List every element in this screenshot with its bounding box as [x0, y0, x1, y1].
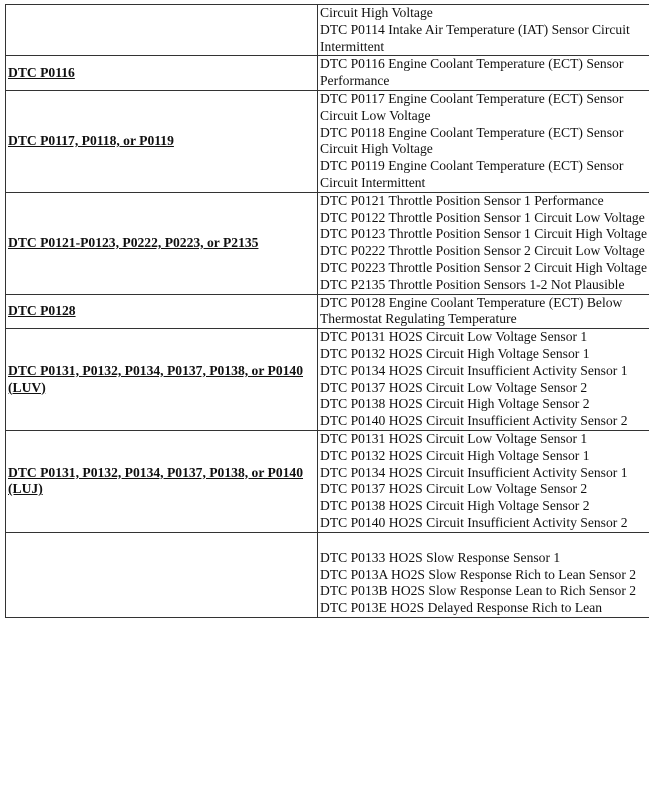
dtc-code-cell: [6, 5, 318, 56]
dtc-description-cell: [318, 56, 649, 91]
table-row: [6, 192, 649, 294]
dtc-description-cell: [318, 532, 649, 617]
dtc-description-cell: [318, 192, 649, 294]
dtc-description-cell: [318, 294, 649, 329]
dtc-description-line: DTC P0121 Throttle Position Sensor 1 Performance: [320, 192, 604, 208]
dtc-description-line: DTC P0140 HO2S Circuit Insufficient Activity Sensor 2: [320, 514, 628, 530]
dtc-description-line: DTC P013B HO2S Slow Response Lean to Rich Sensor 2: [320, 583, 637, 599]
dtc-description-line: DTC P0137 HO2S Circuit Low Voltage Sensor 2: [320, 379, 588, 395]
dtc-code-cell: DTC P0116: [6, 56, 318, 91]
dtc-description-line: DTC P0140 HO2S Circuit Insufficient Activity Sensor 2: [320, 413, 628, 429]
dtc-description-line: DTC P0118 Engine Coolant Temperature (ECT) Sensor Circuit High Voltage: [320, 124, 624, 157]
dtc-description-line: DTC P0138 HO2S Circuit High Voltage Sensor 2: [320, 396, 590, 412]
dtc-description-line: DTC P0132 HO2S Circuit High Voltage Sensor 1: [320, 447, 590, 463]
dtc-description-line: DTC P0131 HO2S Circuit Low Voltage Sensor 1: [320, 430, 588, 446]
dtc-description-line: DTC P0119 Engine Coolant Temperature (ECT) Sensor Circuit Intermittent: [320, 158, 624, 190]
dtc-description-line: DTC P2135 Throttle Position Sensors 1-2 Not Plausible: [320, 276, 625, 292]
dtc-description-line: DTC P0131 HO2S Circuit Low Voltage Sensor 1: [320, 329, 588, 345]
dtc-description-line: DTC P013E HO2S Delayed Response Rich to Lean: [320, 600, 603, 616]
dtc-description-line: DTC P0137 HO2S Circuit Low Voltage Sensor 2: [320, 481, 588, 497]
dtc-code-cell: DTC P0131, P0132, P0134, P0137, P0138, or P0140 (LUV): [6, 329, 318, 431]
dtc-table: [5, 4, 649, 618]
table-row: [6, 532, 649, 617]
table-row: [6, 294, 649, 329]
dtc-description-line: DTC P0116 Engine Coolant Temperature (ECT) Sensor Performance: [320, 56, 624, 89]
dtc-code-cell: DTC P0117, P0118, or P0119: [6, 90, 318, 192]
dtc-description-line: DTC P0117 Engine Coolant Temperature (ECT) Sensor Circuit Low Voltage: [320, 90, 624, 123]
dtc-code-cell: [6, 532, 318, 617]
dtc-code-cell: DTC P0121-P0123, P0222, P0223, or P2135: [6, 192, 318, 294]
dtc-description-line: DTC P0222 Throttle Position Sensor 2 Circuit Low Voltage: [320, 243, 645, 259]
dtc-description-line: DTC P0123 Throttle Position Sensor 1 Circuit High Voltage: [320, 226, 648, 242]
dtc-description-line: DTC P0134 HO2S Circuit Insufficient Activity Sensor 1: [320, 362, 628, 378]
dtc-description-line: DTC P0114 Intake Air Temperature (IAT) Sensor Circuit Intermittent: [320, 21, 630, 54]
dtc-description-line: DTC P0223 Throttle Position Sensor 2 Circuit High Voltage: [320, 259, 648, 275]
dtc-code-cell: DTC P0128: [6, 294, 318, 329]
table-row: [6, 329, 649, 431]
dtc-description-cell: [318, 329, 649, 431]
table-row: [6, 56, 649, 91]
dtc-description-line: DTC P0128 Engine Coolant Temperature (ECT) Below Thermostat Regulating Temperature: [320, 294, 623, 327]
dtc-description-line: DTC P013A HO2S Slow Response Rich to Lean Sensor 2: [320, 566, 637, 582]
dtc-description-line: DTC P0133 HO2S Slow Response Sensor 1: [320, 549, 561, 565]
dtc-code-cell: DTC P0131, P0132, P0134, P0137, P0138, or P0140 (LUJ): [6, 430, 318, 532]
table-row: [6, 5, 649, 56]
dtc-description-line: DTC P0134 HO2S Circuit Insufficient Activity Sensor 1: [320, 464, 628, 480]
dtc-description-cell: [318, 90, 649, 192]
dtc-description-cell: [318, 5, 649, 56]
dtc-description-line: DTC P0138 HO2S Circuit High Voltage Sensor 2: [320, 498, 590, 514]
table-row: [6, 90, 649, 192]
dtc-description-line: DTC P0122 Throttle Position Sensor 1 Circuit Low Voltage: [320, 209, 645, 225]
table-row: [6, 430, 649, 532]
dtc-description-line: Circuit High Voltage: [320, 5, 433, 20]
dtc-description-line: DTC P0132 HO2S Circuit High Voltage Sensor 1: [320, 345, 590, 361]
dtc-description-cell: [318, 430, 649, 532]
